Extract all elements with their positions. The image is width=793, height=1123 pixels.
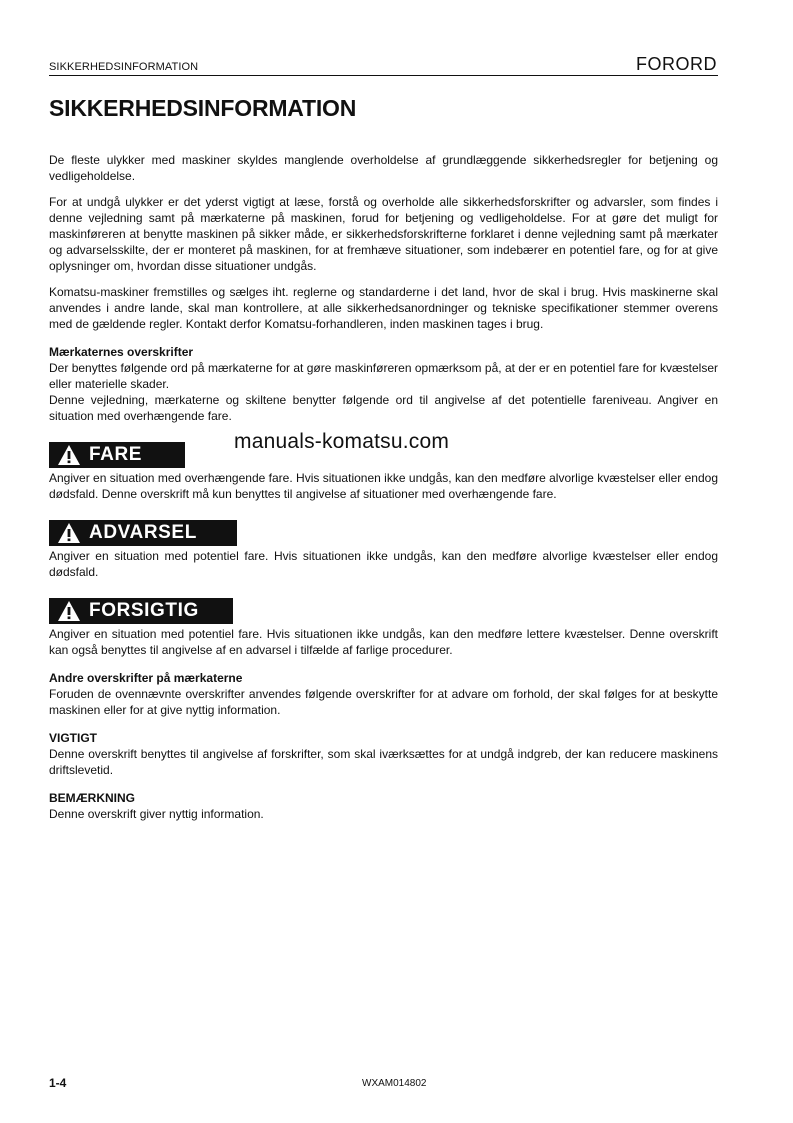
bemaerkning-heading: BEMÆRKNING bbox=[49, 791, 135, 805]
other-headings-text: Foruden de ovennævnte overskrifter anvendes følgende overskrifter for at advare om forhold, der skal følges for at beskytte maskinen eller for at give nyttig information. bbox=[49, 687, 718, 717]
watermark-text: manuals-komatsu.com bbox=[234, 430, 450, 453]
label-headings-text-2: Denne vejledning, mærkaterne og skiltene benytter følgende ord til angivelse af det potentielle fareniveau. Angiver en situation med overhængende fare. bbox=[49, 393, 718, 423]
label-headings-heading: Mærkaternes overskrifter bbox=[49, 345, 194, 359]
page-number: 1-4 bbox=[49, 1076, 67, 1090]
signal-fare-banner bbox=[49, 442, 185, 468]
page-content bbox=[49, 152, 718, 822]
vigtigt-heading: VIGTIGT bbox=[49, 731, 97, 745]
header-divider bbox=[49, 75, 718, 76]
intro-paragraph: De fleste ulykker med maskiner skyldes manglende overholdelse af grundlæggende sikkerhedsregler for betjening og vedligeholdelse. bbox=[49, 153, 718, 183]
page-title: SIKKERHEDSINFORMATION bbox=[49, 95, 357, 121]
signal-advarsel-text: Angiver en situation med potentiel fare. Hvis situationen ikke undgås, kan den medføre alvorlige kvæstelser eller endog dødsfald. bbox=[49, 549, 718, 579]
signal-fare-text: Angiver en situation med overhængende fare. Hvis situationen ikke undgås, kan den medføre alvorlige kvæstelser eller endog dødsfald. Denne overskrift må kun benyttes til angivelse af situationer med overhængende fare. bbox=[49, 471, 718, 501]
signal-forsigtig-text: Angiver en situation med potentiel fare. Hvis situationen ikke undgås, kan den medføre lettere kvæstelser. Denne overskrift kan også benyttes til angivelse af en advarsel i tilfælde af farlige procedurer. bbox=[49, 627, 718, 657]
label-headings-text-1: Der benyttes følgende ord på mærkaterne for at gøre maskinføreren opmærksom på, at der er en potentiel fare for kvæstelser eller materielle skader. bbox=[49, 361, 718, 391]
vigtigt-text: Denne overskrift benyttes til angivelse af forskrifter, som skal iværksættes for at undgå indgreb, der kan reducere maskinens driftslevetid. bbox=[49, 747, 718, 777]
header-chapter-label: FORORD bbox=[636, 54, 717, 74]
warning-triangle-icon bbox=[57, 522, 81, 544]
warning-triangle-icon bbox=[57, 444, 81, 466]
importance-paragraph: For at undgå ulykker er det yderst vigtigt at læse, forstå og overholde alle sikkerhedsforskrifter og advarsler, som findes i denne vejledning samt på mærkaterne på maskinen, forud for betjening og vedligeholdelse. For at gøre det muligt for maskinføreren at benytte maskinen på sikker måde, er sikkerhedsforskrifterne forklaret i denne vejledning samt på mærkater og advarselsskilte, der er monteret på maskinen, for at fremhæve situationer, som indebærer en potentiel fare, og for at give oplysninger om, hvordan disse situationer undgås. bbox=[49, 195, 718, 273]
header-section-label: SIKKERHEDSINFORMATION bbox=[49, 61, 199, 73]
compliance-paragraph: Komatsu-maskiner fremstilles og sælges iht. reglerne og standarderne i det land, hvor de skal i brug. Hvis maskinerne skal anvendes i andre lande, skal man kontrollere, at alle sikkerhedsanordninger og tekniske specifikationer stemmer overens med de gældende regler. Kontakt derfor Komatsu-forhandleren, inden maskinen tages i brug. bbox=[49, 285, 718, 331]
bemaerkning-text: Denne overskrift giver nyttig information. bbox=[49, 807, 264, 821]
signal-fare-word: FARE bbox=[89, 444, 143, 465]
signal-forsigtig-word: FORSIGTIG bbox=[89, 600, 199, 621]
signal-advarsel-word: ADVARSEL bbox=[89, 522, 197, 543]
document-code: WXAM014802 bbox=[362, 1078, 427, 1089]
warning-triangle-icon bbox=[57, 600, 81, 622]
signal-advarsel-banner bbox=[49, 520, 237, 546]
signal-forsigtig-banner bbox=[49, 598, 233, 624]
other-headings-heading: Andre overskrifter på mærkaterne bbox=[49, 671, 243, 685]
